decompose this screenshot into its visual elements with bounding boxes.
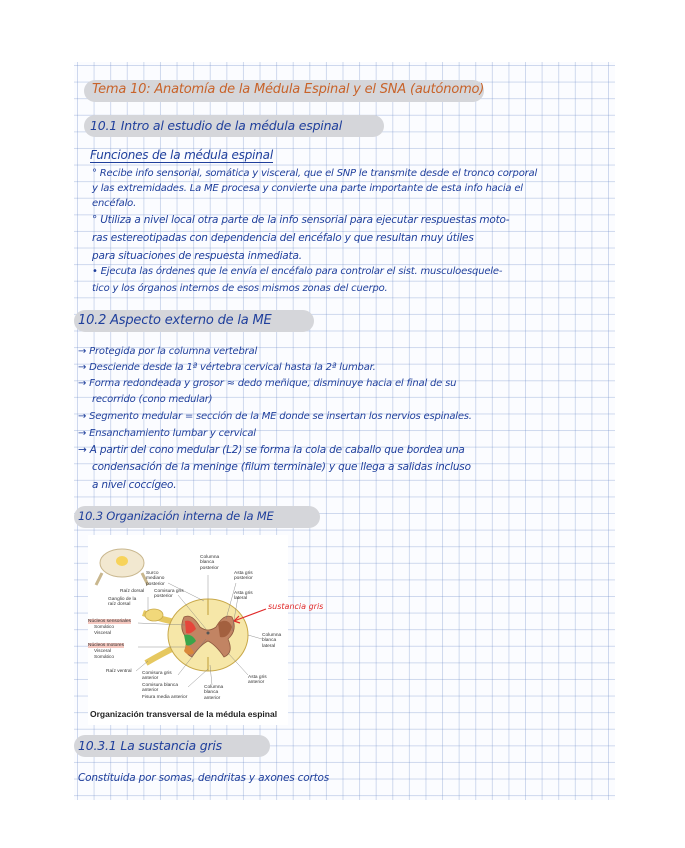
label-columna-blanca-lateral: Columna blanca lateral — [262, 633, 282, 649]
label-asta-gris-posterior: Asta gris posterior — [234, 571, 253, 582]
funciones-line: y las extremidades. La ME procesa y convierte una parte importante de esta info hacia el — [92, 183, 523, 194]
central-canal — [207, 632, 210, 635]
figure-caption: Organización transversal de la médula espinal — [90, 709, 278, 719]
label-nucleos-sensoriales: Núcleos sensoriales — [88, 619, 131, 624]
spinal-cord-illustration — [88, 535, 288, 725]
aspecto-line: recorrido (cono medular) — [92, 394, 213, 405]
label-ganglio: Ganglio de la raíz dorsal — [108, 597, 137, 608]
sustancia-gris-annotation: sustancia gris — [268, 602, 324, 611]
label-comisura-gris-posterior: Comisura gris posterior — [154, 589, 184, 600]
label-columna-blanca-posterior: Columna blanca posterior — [200, 555, 220, 571]
aspecto-line: → Ensanchamiento lumbar y cervical — [78, 428, 256, 439]
label-surco-mediano: Surco mediano posterior — [146, 571, 165, 587]
right-margin — [615, 0, 685, 848]
aspecto-line: → A partir del cono medular (L2) se forma la cola de caballo que bordea una — [78, 444, 465, 456]
section-1-heading: 10.1 Intro al estudio de la médula espinal — [90, 118, 343, 133]
section-2-heading: 10.2 Aspecto externo de la ME — [78, 313, 272, 328]
label-raiz-ventral: Raíz ventral — [106, 669, 132, 674]
aspecto-line: condensación de la meninge (filum terminale) y que llega a salidas incluso — [92, 461, 471, 473]
label-somatico-2: Somático — [94, 655, 114, 660]
left-margin — [0, 0, 74, 848]
funciones-line: encéfalo. — [92, 198, 137, 209]
aspecto-line: → Forma redondeada y grosor ≈ dedo meñique, disminuye hacia el final de su — [78, 378, 457, 389]
label-nucleos-motores: Núcleos motores — [88, 643, 124, 648]
top-margin — [0, 0, 685, 62]
aspecto-line: → Protegida por la columna vertebral — [78, 346, 258, 357]
label-asta-gris-lateral: Asta gris lateral — [234, 591, 253, 602]
vertebra-icon — [96, 549, 148, 585]
aspecto-line: a nivel coccígeo. — [92, 479, 177, 491]
label-columna-blanca-anterior: Columna blanca anterior — [204, 685, 224, 701]
label-visceral-1: Visceral — [94, 631, 111, 636]
funciones-line: ras estereotipadas con dependencia del encéfalo y que resultan muy útiles — [92, 232, 474, 244]
label-visceral-2: Visceral — [94, 649, 111, 654]
label-comisura-gris-anterior: Comisura gris anterior — [142, 671, 172, 682]
sustancia-gris-text: Constituida por somas, dendritas y axones cortos — [78, 772, 329, 784]
label-asta-gris-anterior: Asta gris anterior — [248, 675, 267, 686]
label-somatico-1: Somático — [94, 625, 114, 630]
bottom-margin — [0, 800, 685, 848]
funciones-line: ° Recibe info sensorial, somática y visceral, que el SNP le transmite desde el tronco corporal — [92, 168, 538, 179]
section-3-heading: 10.3 Organización interna de la ME — [78, 509, 274, 523]
label-comisura-blanca-anterior: Comisura blanca anterior — [142, 683, 178, 694]
funciones-line: tico y los órganos internos de esos mismos zonas del cuerpo. — [92, 283, 388, 294]
funciones-line: para situaciones de respuesta inmediata. — [92, 250, 302, 262]
funciones-heading: Funciones de la médula espinal — [90, 148, 273, 162]
spinal-cord-figure — [88, 535, 288, 725]
page-title: Tema 10: Anatomía de la Médula Espinal y el SNA (autónomo) — [92, 82, 485, 97]
aspecto-line: → Desciende desde la 1ª vértebra cervical hasta la 2ª lumbar. — [78, 362, 376, 373]
dorsal-ganglion — [145, 609, 163, 621]
label-raiz-dorsal: Raíz dorsal — [120, 589, 145, 594]
aspecto-line: → Segmento medular = sección de la ME donde se insertan los nervios espinales. — [78, 411, 472, 422]
funciones-line: ° Utiliza a nivel local otra parte de la info sensorial para ejecutar respuestas moto- — [92, 214, 510, 226]
funciones-line: • Ejecuta las órdenes que le envía el encéfalo para controlar el sist. musculoesquele- — [92, 266, 503, 277]
label-fisura-media-anterior: Fisura media anterior — [142, 695, 188, 700]
section-4-heading: 10.3.1 La sustancia gris — [78, 738, 222, 753]
